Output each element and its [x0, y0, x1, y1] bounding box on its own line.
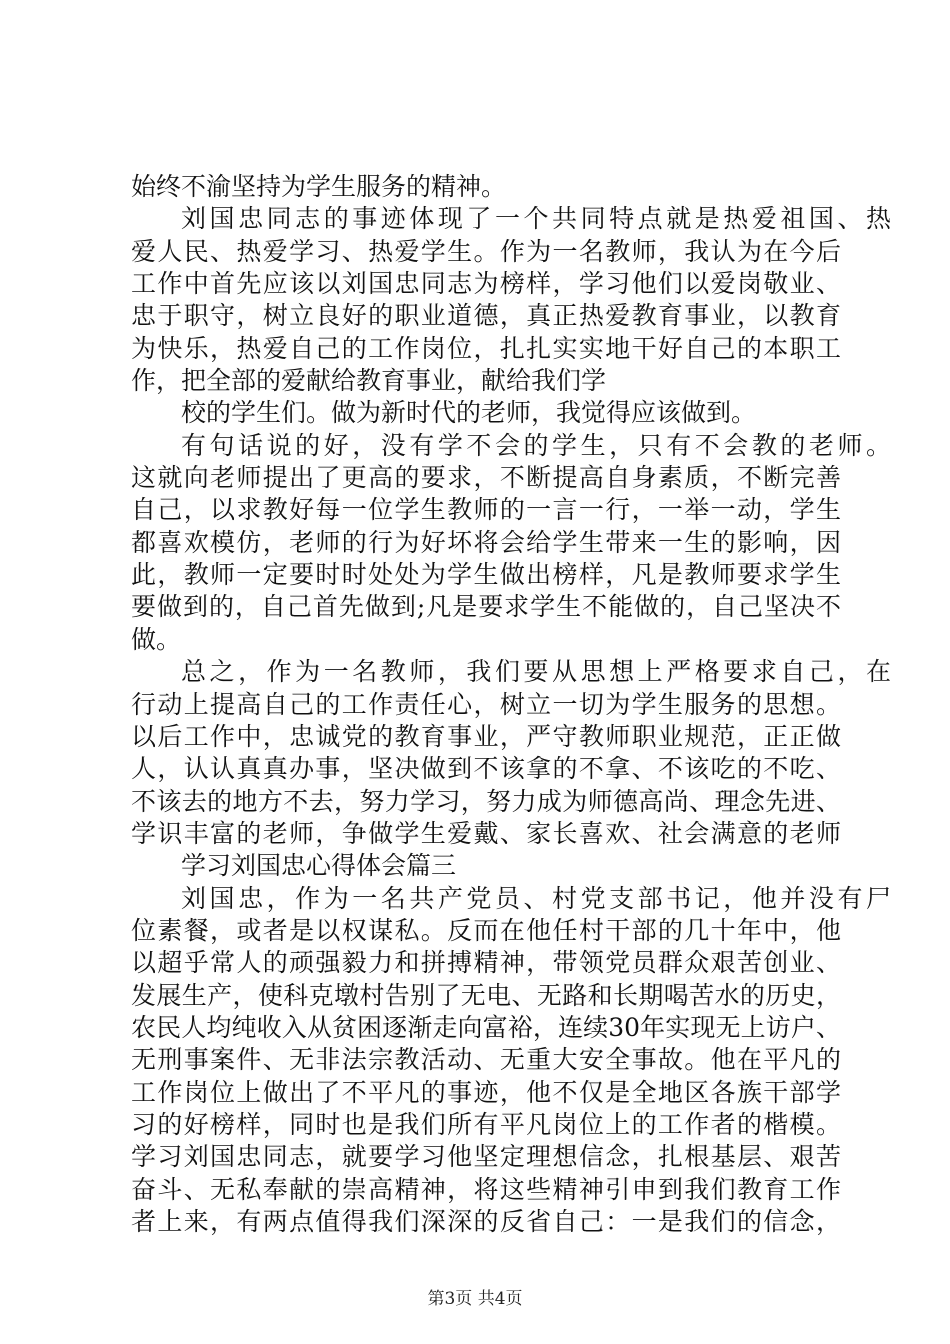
text-line: 为快乐，热爱自己的工作岗位，扎扎实实地干好自己的本职工 [131, 333, 841, 363]
text-line: 人，认认真真办事，坚决做到不该拿的不拿、不该吃的不吃、 [131, 754, 841, 784]
text-line: 位素餐，或者是以权谋私。反而在他任村干部的几十年中，他 [131, 915, 841, 945]
text-line: 者上来，有两点值得我们深深的反省自己：一是我们的信念， [131, 1207, 841, 1236]
text-line: 学习刘国忠同志，就要学习他坚定理想信念，扎根基层、艰苦 [131, 1142, 841, 1172]
text-line: 爱人民、热爱学习、热爱学生。作为一名教师，我认为在今后 [131, 236, 841, 266]
text-line: 工作岗位上做出了不平凡的事迹，他不仅是全地区各族干部学 [131, 1077, 841, 1107]
text-line: 有句话说的好，没有学不会的学生，只有不会教的老师。 [181, 430, 891, 460]
text-line: 做。 [131, 624, 182, 654]
text-line: 以后工作中，忠诚党的教育事业，严守教师职业规范，正正做 [131, 721, 841, 751]
text-line: 工作中首先应该以刘国忠同志为榜样，学习他们以爱岗敬业、 [131, 269, 841, 299]
text-line: 此，教师一定要时时处处为学生做出榜样，凡是教师要求学生 [131, 560, 841, 590]
text-line: 奋斗、无私奉献的崇高精神，将这些精神引申到我们教育工作 [131, 1174, 841, 1204]
text-line: 忠于职守，树立良好的职业道德，真正热爱教育事业，以教育 [131, 301, 841, 331]
text-line: 都喜欢模仿，老师的行为好坏将会给学生带来一生的影响，因 [131, 527, 841, 557]
document-body [131, 171, 891, 1238]
text-line: 以超乎常人的顽强毅力和拼搏精神，带领党员群众艰苦创业、 [131, 948, 841, 978]
text-line: 农民人均纯收入从贫困逐渐走向富裕，连续30年实现无上访户、 [131, 1012, 841, 1042]
text-line: 不该去的地方不去，努力学习，努力成为师德高尚、理念先进、 [131, 786, 841, 816]
text-line: 总之，作为一名教师，我们要从思想上严格要求自己，在 [181, 657, 891, 687]
text-line: 刘国忠同志的事迹体现了一个共同特点就是热爱祖国、热 [181, 204, 891, 234]
text-line: 行动上提高自己的工作责任心，树立一切为学生服务的思想。 [131, 689, 841, 719]
text-line: 始终不渝坚持为学生服务的精神。 [131, 172, 507, 201]
text-line: 这就向老师提出了更高的要求，不断提高自身素质，不断完善 [131, 463, 841, 493]
text-line: 自己，以求教好每一位学生教师的一言一行，一举一动，学生 [131, 495, 841, 525]
text-line: 要做到的，自己首先做到;凡是要求学生不能做的，自己坚决不 [131, 592, 841, 622]
text-line: 学识丰富的老师，争做学生爱戴、家长喜欢、社会满意的老师 [131, 818, 841, 848]
page-footer: 第3页 共4页 [427, 1289, 523, 1309]
text-line: 习的好榜样，同时也是我们所有平凡岗位上的工作者的楷模。 [131, 1109, 841, 1139]
text-line: 校的学生们。做为新时代的老师，我觉得应该做到。 [181, 398, 757, 428]
text-line: 无刑事案件、无非法宗教活动、无重大安全事故。他在平凡的 [131, 1045, 841, 1075]
text-line: 发展生产，使科克墩村告别了无电、无路和长期喝苦水的历史， [131, 980, 841, 1010]
text-line: 作，把全部的爱献给教育事业，献给我们学 [131, 366, 607, 396]
text-line: 学习刘国忠心得体会篇三 [181, 851, 457, 881]
text-line: 刘国忠，作为一名共产党员、村党支部书记，他并没有尸 [181, 883, 891, 913]
